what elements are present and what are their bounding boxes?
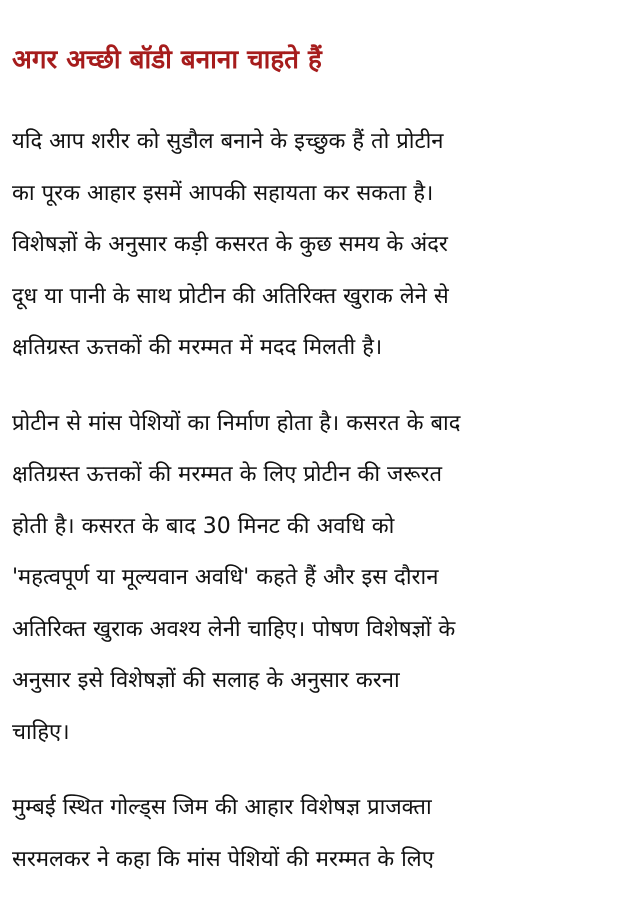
paragraph-line: यदि आप शरीर को सुडौल बनाने के इच्छुक हैं तो प्रोटीन [12,129,444,154]
paragraph-line: प्रोटीन से मांस पेशियों का निर्माण होता है। कसरत के बाद [12,410,461,436]
paragraph-line: मुम्बई स्थित गोल्ड्स जिम की आहार विशेषज्ञ प्राजक्ता [12,795,432,820]
paragraph-line: अनुसार इसे विशेषज्ञों की सलाह के अनुसार करना [12,668,400,693]
paragraph-line: होती है। कसरत के बाद 30 मिनट की अवधि को [12,513,395,539]
paragraph-line: अतिरिक्त खुराक अवश्य लेनी चाहिए। पोषण विशेषज्ञों के [12,616,456,642]
paragraph-line: क्षतिग्रस्त ऊत्तकों की मरम्मत के लिए प्रोटीन की जरूरत [12,462,442,487]
article-paragraph-2 [12,398,618,759]
article-paragraph-3 [12,782,618,885]
paragraph-line: 'महत्वपूर्ण या मूल्यवान अवधि' कहते हैं और इस दौरान [12,565,439,590]
paragraph-line: चाहिए। [12,719,70,745]
paragraph-line: सरमलकर ने कहा कि मांस पेशियों की मरम्मत के लिए [12,846,434,872]
article [12,38,618,885]
article-heading: अगर अच्छी बॉडी बनाना चाहते हैं [12,45,322,75]
paragraph-line: क्षतिग्रस्त ऊत्तकों की मरम्मत में मदद मिलती है। [12,335,383,360]
article-paragraph-1 [12,116,618,374]
paragraph-line: विशेषज्ञों के अनुसार कड़ी कसरत के कुछ समय के अंदर [12,232,448,257]
paragraph-line: दूध या पानी के साथ प्रोटीन की अतिरिक्त खुराक लेने से [12,283,449,309]
paragraph-line: का पूरक आहार इसमें आपकी सहायता कर सकता है। [12,180,434,206]
